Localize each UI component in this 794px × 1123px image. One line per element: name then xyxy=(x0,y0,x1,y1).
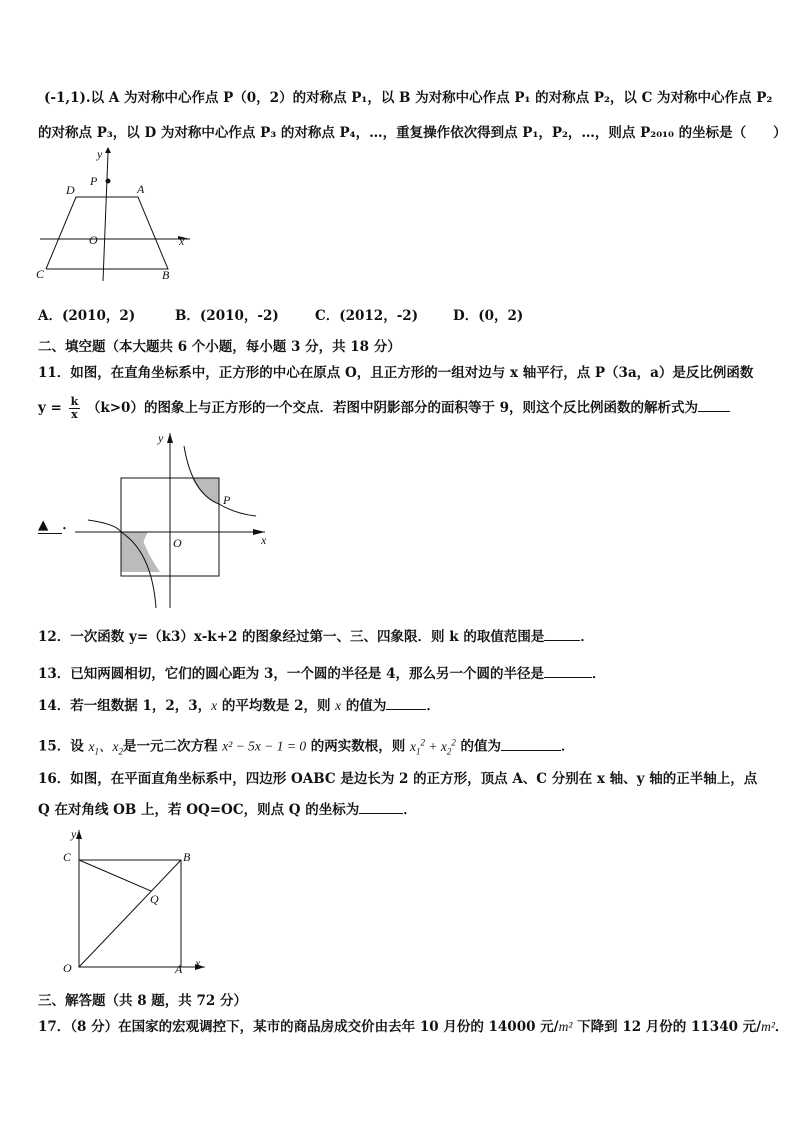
q10-label-c: C xyxy=(36,267,45,281)
q10-label-x: x xyxy=(179,234,185,248)
q11-label-y: y xyxy=(158,431,164,445)
q16-square-figure xyxy=(55,825,215,980)
q16-label-c: C xyxy=(63,850,72,864)
q10-line1: (-1,1).以 A 为对称中心作点 P（0，2）的对称点 P₁，以 B 为对称中心作点 P₁ 的对称点 P₂，以 C 为对称中心作点 P₂ xyxy=(44,90,773,106)
q16-label-y: y xyxy=(71,827,77,841)
q10-label-o: O xyxy=(89,233,98,247)
q15-line: 15．设 $x_1$、$x_2$是一元二次方程 x² − 5x − 1 = 0 的两实数根，则 $x_1^2 + x_2^2$ 的值为 ． xyxy=(38,737,575,757)
section2-heading: 二、填空题（本大题共 6 个小题，每小题 3 分，共 18 分） xyxy=(38,339,401,355)
q17-line: 17．（8 分）在国家的宏观调控下，某市的商品房成交价由去年 10 月份的 14000 元/m² 下降到 12 月份的 11340 元/m²． xyxy=(38,1019,789,1035)
q10-label-p: P xyxy=(90,174,98,188)
q13-line: 13．已知两圆相切，它们的圆心距为 3，一个圆的半径是 4，那么另一个圆的半径是 ． xyxy=(38,666,606,682)
q11-line1: 11．如图，在直角坐标系中，正方形的中心在原点 O，且正方形的一组对边与 x 轴平行，点 P（3a，a）是反比例函数 xyxy=(38,365,754,381)
q10-option-d: D．(0，2) xyxy=(453,308,524,324)
q11-label-o: O xyxy=(173,536,182,550)
q16-line2: Q 在对角线 OB 上，若 OQ=OC，则点 Q 的坐标为 ． xyxy=(38,802,417,818)
q16-label-o: O xyxy=(63,961,72,975)
q11-blank xyxy=(698,399,730,412)
q11-answer-mark: ▲ ． xyxy=(38,517,76,533)
q11-fraction xyxy=(69,396,81,421)
q16-label-a: A xyxy=(175,962,183,976)
q11-line2 xyxy=(38,396,730,421)
q16-label-q: Q xyxy=(150,892,159,906)
q10-trapezoid-figure xyxy=(30,145,200,285)
q10-label-y: y xyxy=(97,147,103,161)
q10-label-d: D xyxy=(66,183,75,197)
q11-frac-den: x xyxy=(71,408,78,421)
q11-label-p: P xyxy=(223,493,231,507)
q16-label-b: B xyxy=(183,850,191,864)
q16-line1: 16．如图，在平面直角坐标系中，四边形 OABC 是边长为 2 的正方形，顶点 A、C 分别在 x 轴、y 轴的正半轴上，点 xyxy=(38,771,758,787)
q11-y-eq: y = xyxy=(38,400,62,416)
q10-label-b: B xyxy=(162,268,170,282)
q11-frac-num: k xyxy=(70,395,79,408)
q11-square-hyperbola-figure xyxy=(80,428,280,613)
q10-option-a: A．(2010，2) xyxy=(38,308,136,324)
q10-option-c: C．(2012，-2) xyxy=(315,308,419,324)
q16-label-x: x xyxy=(195,956,201,970)
q10-option-b: B．(2010，-2) xyxy=(175,308,279,324)
q10-line2: 的对称点 P₃，以 D 为对称中心作点 P₃ 的对称点 P₄，…，重复操作依次得到点 P₁，P₂，…，则点 P₂₀₁₀ 的坐标是（ ） xyxy=(38,125,787,141)
q12-line: 12．一次函数 y=（k3）x-k+2 的图象经过第一、三、四象限．则 k 的取值范围是 ． xyxy=(38,629,594,645)
q14-line: 14．若一组数据 1，2，3，x 的平均数是 2，则 x 的值为 ． xyxy=(38,698,440,714)
section3-heading: 三、解答题（共 8 题，共 72 分） xyxy=(38,993,247,1009)
q10-label-a: A xyxy=(137,182,145,196)
q11-line2-rest: （k>0）的图象上与正方形的一个交点．若图中阴影部分的面积等于 9，则这个反比例函数的解析式为 xyxy=(86,400,699,416)
q11-label-x: x xyxy=(261,533,267,547)
